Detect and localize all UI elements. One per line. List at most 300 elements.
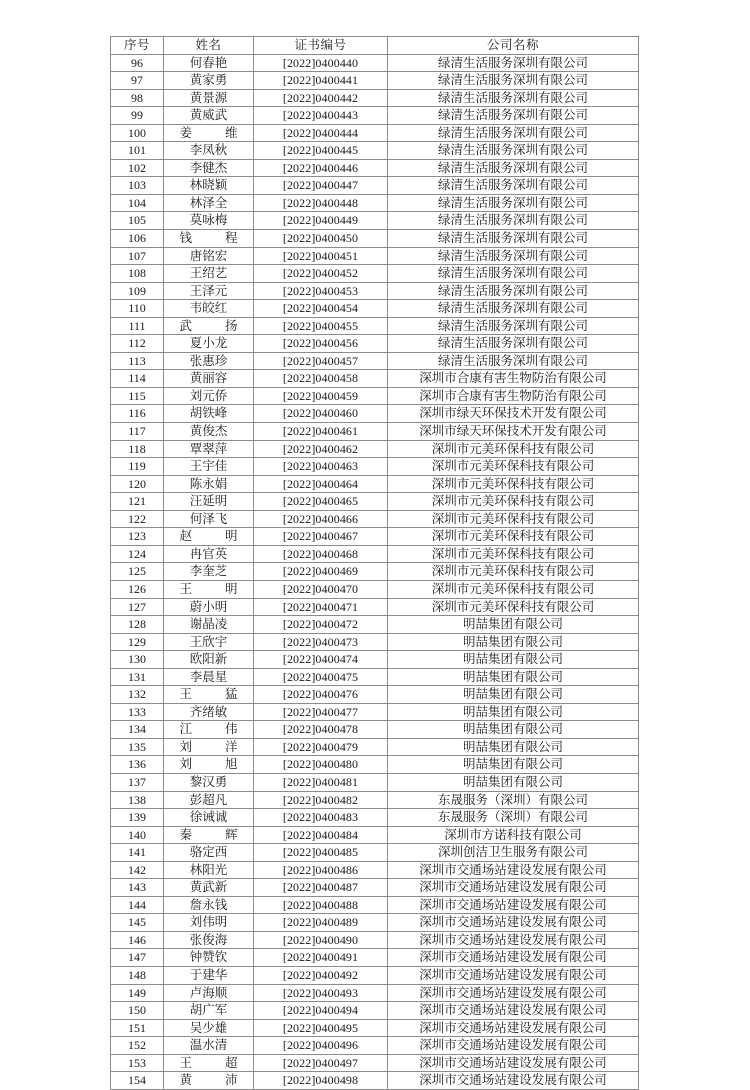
cell-company-name: 深圳市元美环保科技有限公司 xyxy=(388,563,639,581)
table-row xyxy=(111,247,639,265)
table-row xyxy=(111,949,639,967)
cell-name: 汪延明 xyxy=(164,493,254,511)
cell-name xyxy=(164,826,254,844)
cell-company-name: 深圳市元美环保科技有限公司 xyxy=(388,528,639,546)
cell-certificate-number: [2022]0400462 xyxy=(254,440,388,458)
table-row xyxy=(111,317,639,335)
cell-sequence: 123 xyxy=(111,528,164,546)
cell-name-text: 秦辉 xyxy=(179,827,238,842)
cell-name: 林泽全 xyxy=(164,194,254,212)
cell-certificate-number: [2022]0400479 xyxy=(254,738,388,756)
table-row xyxy=(111,370,639,388)
cell-sequence: 119 xyxy=(111,458,164,476)
cell-company-name: 深圳市元美环保科技有限公司 xyxy=(388,545,639,563)
cell-company-name: 绿清生活服务深圳有限公司 xyxy=(388,300,639,318)
cell-sequence: 152 xyxy=(111,1037,164,1055)
cell-certificate-number: [2022]0400460 xyxy=(254,405,388,423)
cell-sequence: 148 xyxy=(111,966,164,984)
cell-company-name: 绿清生活服务深圳有限公司 xyxy=(388,194,639,212)
table-header-row xyxy=(111,37,639,55)
cell-name: 李晨星 xyxy=(164,668,254,686)
cell-certificate-number: [2022]0400457 xyxy=(254,352,388,370)
table-row xyxy=(111,966,639,984)
cell-company-name: 绿清生活服务深圳有限公司 xyxy=(388,265,639,283)
cell-sequence: 127 xyxy=(111,598,164,616)
cell-certificate-number: [2022]0400465 xyxy=(254,493,388,511)
cell-sequence: 131 xyxy=(111,668,164,686)
cell-certificate-number: [2022]0400449 xyxy=(254,212,388,230)
cell-certificate-number: [2022]0400484 xyxy=(254,826,388,844)
table-row xyxy=(111,230,639,248)
cell-company-name: 深圳市交通场站建设发展有限公司 xyxy=(388,1037,639,1055)
cell-company-name: 深圳市元美环保科技有限公司 xyxy=(388,598,639,616)
cell-sequence: 133 xyxy=(111,703,164,721)
cell-company-name: 深圳市合康有害生物防治有限公司 xyxy=(388,370,639,388)
cell-company-name: 深圳市绿天环保技术开发有限公司 xyxy=(388,423,639,441)
cell-name: 王宇佳 xyxy=(164,458,254,476)
table-row xyxy=(111,89,639,107)
cell-name: 温水清 xyxy=(164,1037,254,1055)
cell-name-text: 王猛 xyxy=(179,687,238,702)
cell-name xyxy=(164,580,254,598)
table-row xyxy=(111,668,639,686)
cell-certificate-number: [2022]0400442 xyxy=(254,89,388,107)
cell-certificate-number: [2022]0400498 xyxy=(254,1072,388,1090)
cell-sequence: 143 xyxy=(111,879,164,897)
cell-company-name: 东晟服务（深圳）有限公司 xyxy=(388,791,639,809)
cell-name: 刘元侨 xyxy=(164,387,254,405)
table-row xyxy=(111,493,639,511)
cell-name: 李奎芝 xyxy=(164,563,254,581)
cell-company-name: 深圳市交通场站建设发展有限公司 xyxy=(388,1072,639,1090)
cell-sequence: 100 xyxy=(111,124,164,142)
cell-company-name: 绿清生活服务深圳有限公司 xyxy=(388,159,639,177)
cell-certificate-number: [2022]0400475 xyxy=(254,668,388,686)
table-row xyxy=(111,300,639,318)
cell-sequence: 112 xyxy=(111,335,164,353)
table-row xyxy=(111,756,639,774)
table-row xyxy=(111,194,639,212)
table-row xyxy=(111,212,639,230)
table-header xyxy=(111,37,639,55)
table-row xyxy=(111,458,639,476)
table-row xyxy=(111,1037,639,1055)
cell-certificate-number: [2022]0400467 xyxy=(254,528,388,546)
cell-sequence: 144 xyxy=(111,896,164,914)
cell-company-name: 深圳创洁卫生服务有限公司 xyxy=(388,844,639,862)
cell-certificate-number: [2022]0400464 xyxy=(254,475,388,493)
cell-name: 黄家勇 xyxy=(164,72,254,90)
cell-sequence: 99 xyxy=(111,107,164,125)
cell-name: 韦皎红 xyxy=(164,300,254,318)
cell-name: 于建华 xyxy=(164,966,254,984)
table-row xyxy=(111,984,639,1002)
table-row xyxy=(111,651,639,669)
cell-company-name: 深圳市交通场站建设发展有限公司 xyxy=(388,861,639,879)
cell-name: 李凤秋 xyxy=(164,142,254,160)
cell-certificate-number: [2022]0400447 xyxy=(254,177,388,195)
cell-name: 胡广军 xyxy=(164,1002,254,1020)
cell-sequence: 130 xyxy=(111,651,164,669)
cell-name: 彭超凡 xyxy=(164,791,254,809)
certificate-table xyxy=(110,36,639,1090)
cell-company-name: 绿清生活服务深圳有限公司 xyxy=(388,352,639,370)
cell-company-name: 深圳市交通场站建设发展有限公司 xyxy=(388,914,639,932)
column-header-name: 姓名 xyxy=(164,37,254,55)
cell-certificate-number: [2022]0400493 xyxy=(254,984,388,1002)
cell-company-name: 深圳市绿天环保技术开发有限公司 xyxy=(388,405,639,423)
cell-sequence: 106 xyxy=(111,230,164,248)
cell-certificate-number: [2022]0400456 xyxy=(254,335,388,353)
cell-name-text: 姜维 xyxy=(179,125,238,140)
cell-sequence: 134 xyxy=(111,721,164,739)
cell-certificate-number: [2022]0400487 xyxy=(254,879,388,897)
cell-sequence: 147 xyxy=(111,949,164,967)
table-row xyxy=(111,773,639,791)
cell-certificate-number: [2022]0400444 xyxy=(254,124,388,142)
cell-company-name: 深圳市元美环保科技有限公司 xyxy=(388,458,639,476)
table-row xyxy=(111,177,639,195)
table-row xyxy=(111,914,639,932)
cell-company-name: 深圳市元美环保科技有限公司 xyxy=(388,475,639,493)
cell-certificate-number: [2022]0400480 xyxy=(254,756,388,774)
cell-name: 徐诫诚 xyxy=(164,809,254,827)
cell-sequence: 149 xyxy=(111,984,164,1002)
cell-certificate-number: [2022]0400459 xyxy=(254,387,388,405)
cell-certificate-number: [2022]0400458 xyxy=(254,370,388,388)
table-row xyxy=(111,879,639,897)
cell-name xyxy=(164,317,254,335)
cell-company-name: 绿清生活服务深圳有限公司 xyxy=(388,107,639,125)
cell-sequence: 110 xyxy=(111,300,164,318)
table-row xyxy=(111,633,639,651)
cell-company-name: 明喆集团有限公司 xyxy=(388,756,639,774)
table-row xyxy=(111,423,639,441)
cell-name: 骆定西 xyxy=(164,844,254,862)
cell-company-name: 深圳市交通场站建设发展有限公司 xyxy=(388,984,639,1002)
cell-certificate-number: [2022]0400441 xyxy=(254,72,388,90)
cell-name xyxy=(164,686,254,704)
cell-company-name: 深圳市合康有害生物防治有限公司 xyxy=(388,387,639,405)
cell-company-name: 东晟服务（深圳）有限公司 xyxy=(388,809,639,827)
cell-certificate-number: [2022]0400450 xyxy=(254,230,388,248)
cell-company-name: 绿清生活服务深圳有限公司 xyxy=(388,124,639,142)
cell-company-name: 深圳市交通场站建设发展有限公司 xyxy=(388,1054,639,1072)
cell-certificate-number: [2022]0400471 xyxy=(254,598,388,616)
table-row xyxy=(111,107,639,125)
table-row xyxy=(111,335,639,353)
table-row xyxy=(111,405,639,423)
cell-name-text: 黄沛 xyxy=(179,1073,238,1088)
cell-sequence: 97 xyxy=(111,72,164,90)
cell-sequence: 117 xyxy=(111,423,164,441)
cell-company-name: 绿清生活服务深圳有限公司 xyxy=(388,282,639,300)
cell-certificate-number: [2022]0400485 xyxy=(254,844,388,862)
cell-sequence: 109 xyxy=(111,282,164,300)
cell-company-name: 明喆集团有限公司 xyxy=(388,686,639,704)
cell-certificate-number: [2022]0400452 xyxy=(254,265,388,283)
cell-company-name: 深圳市交通场站建设发展有限公司 xyxy=(388,879,639,897)
cell-company-name: 明喆集团有限公司 xyxy=(388,738,639,756)
table-row xyxy=(111,580,639,598)
cell-certificate-number: [2022]0400477 xyxy=(254,703,388,721)
cell-name: 李健杰 xyxy=(164,159,254,177)
cell-sequence: 115 xyxy=(111,387,164,405)
cell-name: 张惠珍 xyxy=(164,352,254,370)
cell-certificate-number: [2022]0400476 xyxy=(254,686,388,704)
table-row xyxy=(111,738,639,756)
cell-sequence: 122 xyxy=(111,510,164,528)
cell-sequence: 151 xyxy=(111,1019,164,1037)
cell-certificate-number: [2022]0400448 xyxy=(254,194,388,212)
cell-sequence: 104 xyxy=(111,194,164,212)
cell-name: 蔚小明 xyxy=(164,598,254,616)
cell-sequence: 107 xyxy=(111,247,164,265)
cell-certificate-number: [2022]0400453 xyxy=(254,282,388,300)
cell-name-text: 刘旭 xyxy=(179,757,238,772)
cell-name xyxy=(164,756,254,774)
table-row xyxy=(111,703,639,721)
cell-company-name: 深圳市元美环保科技有限公司 xyxy=(388,580,639,598)
table-row xyxy=(111,528,639,546)
cell-certificate-number: [2022]0400470 xyxy=(254,580,388,598)
table-row xyxy=(111,616,639,634)
cell-sequence: 108 xyxy=(111,265,164,283)
cell-certificate-number: [2022]0400488 xyxy=(254,896,388,914)
table-row xyxy=(111,826,639,844)
cell-certificate-number: [2022]0400445 xyxy=(254,142,388,160)
cell-name-text: 赵明 xyxy=(179,529,238,544)
cell-certificate-number: [2022]0400472 xyxy=(254,616,388,634)
cell-certificate-number: [2022]0400446 xyxy=(254,159,388,177)
cell-company-name: 深圳市方诺科技有限公司 xyxy=(388,826,639,844)
cell-company-name: 深圳市元美环保科技有限公司 xyxy=(388,440,639,458)
table-row xyxy=(111,931,639,949)
cell-name: 卢海顺 xyxy=(164,984,254,1002)
column-header-sequence: 序号 xyxy=(111,37,164,55)
table-row xyxy=(111,844,639,862)
cell-company-name: 绿清生活服务深圳有限公司 xyxy=(388,72,639,90)
cell-name: 黄丽容 xyxy=(164,370,254,388)
cell-sequence: 153 xyxy=(111,1054,164,1072)
cell-sequence: 150 xyxy=(111,1002,164,1020)
cell-certificate-number: [2022]0400454 xyxy=(254,300,388,318)
cell-certificate-number: [2022]0400469 xyxy=(254,563,388,581)
cell-name: 林晓颖 xyxy=(164,177,254,195)
table-row xyxy=(111,598,639,616)
cell-company-name: 明喆集团有限公司 xyxy=(388,703,639,721)
cell-name: 黄景源 xyxy=(164,89,254,107)
cell-certificate-number: [2022]0400466 xyxy=(254,510,388,528)
cell-name-text: 王超 xyxy=(179,1055,238,1070)
cell-sequence: 118 xyxy=(111,440,164,458)
column-header-company-name: 公司名称 xyxy=(388,37,639,55)
cell-company-name: 明喆集团有限公司 xyxy=(388,633,639,651)
cell-name: 何泽飞 xyxy=(164,510,254,528)
table-row xyxy=(111,142,639,160)
cell-name-text: 江伟 xyxy=(179,722,238,737)
cell-name: 谢晶凌 xyxy=(164,616,254,634)
cell-name: 何春艳 xyxy=(164,54,254,72)
cell-sequence: 120 xyxy=(111,475,164,493)
cell-certificate-number: [2022]0400478 xyxy=(254,721,388,739)
cell-company-name: 绿清生活服务深圳有限公司 xyxy=(388,335,639,353)
cell-company-name: 深圳市交通场站建设发展有限公司 xyxy=(388,1019,639,1037)
cell-sequence: 136 xyxy=(111,756,164,774)
cell-certificate-number: [2022]0400455 xyxy=(254,317,388,335)
cell-sequence: 141 xyxy=(111,844,164,862)
table-row xyxy=(111,387,639,405)
cell-company-name: 明喆集团有限公司 xyxy=(388,651,639,669)
cell-company-name: 绿清生活服务深圳有限公司 xyxy=(388,89,639,107)
cell-name xyxy=(164,738,254,756)
cell-name: 欧阳新 xyxy=(164,651,254,669)
cell-company-name: 深圳市交通场站建设发展有限公司 xyxy=(388,931,639,949)
cell-certificate-number: [2022]0400491 xyxy=(254,949,388,967)
table-row xyxy=(111,440,639,458)
cell-name: 唐铭宏 xyxy=(164,247,254,265)
cell-certificate-number: [2022]0400489 xyxy=(254,914,388,932)
cell-name: 张俊海 xyxy=(164,931,254,949)
cell-certificate-number: [2022]0400483 xyxy=(254,809,388,827)
cell-name: 覃翠萍 xyxy=(164,440,254,458)
cell-company-name: 绿清生活服务深圳有限公司 xyxy=(388,54,639,72)
table-row xyxy=(111,510,639,528)
cell-company-name: 深圳市交通场站建设发展有限公司 xyxy=(388,896,639,914)
cell-name: 齐绪敏 xyxy=(164,703,254,721)
cell-company-name: 深圳市交通场站建设发展有限公司 xyxy=(388,949,639,967)
cell-name: 黎汉勇 xyxy=(164,773,254,791)
cell-certificate-number: [2022]0400474 xyxy=(254,651,388,669)
cell-sequence: 96 xyxy=(111,54,164,72)
cell-name xyxy=(164,1072,254,1090)
cell-certificate-number: [2022]0400440 xyxy=(254,54,388,72)
table-row xyxy=(111,352,639,370)
column-header-certificate-number: 证书编号 xyxy=(254,37,388,55)
cell-name: 黄威武 xyxy=(164,107,254,125)
cell-sequence: 129 xyxy=(111,633,164,651)
cell-name: 王欣宇 xyxy=(164,633,254,651)
cell-sequence: 98 xyxy=(111,89,164,107)
cell-name: 詹永钱 xyxy=(164,896,254,914)
cell-company-name: 深圳市元美环保科技有限公司 xyxy=(388,510,639,528)
cell-company-name: 绿清生活服务深圳有限公司 xyxy=(388,230,639,248)
cell-sequence: 105 xyxy=(111,212,164,230)
cell-certificate-number: [2022]0400481 xyxy=(254,773,388,791)
table-row xyxy=(111,1019,639,1037)
table-body xyxy=(111,54,639,1089)
cell-certificate-number: [2022]0400486 xyxy=(254,861,388,879)
table-row xyxy=(111,809,639,827)
table-row xyxy=(111,896,639,914)
cell-sequence: 103 xyxy=(111,177,164,195)
table-row xyxy=(111,72,639,90)
table-row xyxy=(111,54,639,72)
cell-certificate-number: [2022]0400497 xyxy=(254,1054,388,1072)
cell-name xyxy=(164,1054,254,1072)
cell-sequence: 102 xyxy=(111,159,164,177)
cell-sequence: 116 xyxy=(111,405,164,423)
table-row xyxy=(111,159,639,177)
cell-certificate-number: [2022]0400490 xyxy=(254,931,388,949)
table-row xyxy=(111,791,639,809)
cell-certificate-number: [2022]0400495 xyxy=(254,1019,388,1037)
table-row xyxy=(111,124,639,142)
cell-company-name: 绿清生活服务深圳有限公司 xyxy=(388,142,639,160)
table-row xyxy=(111,563,639,581)
cell-company-name: 明喆集团有限公司 xyxy=(388,721,639,739)
cell-certificate-number: [2022]0400461 xyxy=(254,423,388,441)
cell-sequence: 138 xyxy=(111,791,164,809)
cell-name: 胡铁峰 xyxy=(164,405,254,423)
cell-certificate-number: [2022]0400492 xyxy=(254,966,388,984)
cell-certificate-number: [2022]0400443 xyxy=(254,107,388,125)
table-row xyxy=(111,686,639,704)
cell-name xyxy=(164,721,254,739)
cell-certificate-number: [2022]0400451 xyxy=(254,247,388,265)
cell-name: 王泽元 xyxy=(164,282,254,300)
cell-company-name: 绿清生活服务深圳有限公司 xyxy=(388,247,639,265)
cell-company-name: 绿清生活服务深圳有限公司 xyxy=(388,177,639,195)
table-row xyxy=(111,265,639,283)
cell-certificate-number: [2022]0400494 xyxy=(254,1002,388,1020)
cell-certificate-number: [2022]0400482 xyxy=(254,791,388,809)
table-row xyxy=(111,1072,639,1090)
cell-name-text: 武扬 xyxy=(179,318,238,333)
cell-certificate-number: [2022]0400473 xyxy=(254,633,388,651)
cell-sequence: 124 xyxy=(111,545,164,563)
cell-company-name: 明喆集团有限公司 xyxy=(388,668,639,686)
cell-sequence: 146 xyxy=(111,931,164,949)
cell-sequence: 154 xyxy=(111,1072,164,1090)
cell-sequence: 113 xyxy=(111,352,164,370)
cell-sequence: 128 xyxy=(111,616,164,634)
cell-sequence: 121 xyxy=(111,493,164,511)
certificate-table-container xyxy=(110,36,638,1090)
cell-sequence: 142 xyxy=(111,861,164,879)
table-row xyxy=(111,1054,639,1072)
cell-company-name: 明喆集团有限公司 xyxy=(388,773,639,791)
cell-name: 王绍艺 xyxy=(164,265,254,283)
cell-company-name: 深圳市交通场站建设发展有限公司 xyxy=(388,966,639,984)
cell-name: 夏小龙 xyxy=(164,335,254,353)
cell-name-text: 王明 xyxy=(179,581,238,596)
cell-sequence: 126 xyxy=(111,580,164,598)
cell-sequence: 135 xyxy=(111,738,164,756)
table-row xyxy=(111,721,639,739)
cell-certificate-number: [2022]0400496 xyxy=(254,1037,388,1055)
cell-name: 黄俊杰 xyxy=(164,423,254,441)
cell-name xyxy=(164,124,254,142)
cell-company-name: 深圳市元美环保科技有限公司 xyxy=(388,493,639,511)
table-row xyxy=(111,545,639,563)
cell-name: 陈永娟 xyxy=(164,475,254,493)
cell-sequence: 132 xyxy=(111,686,164,704)
cell-company-name: 绿清生活服务深圳有限公司 xyxy=(388,212,639,230)
table-row xyxy=(111,282,639,300)
cell-sequence: 137 xyxy=(111,773,164,791)
table-row xyxy=(111,861,639,879)
cell-company-name: 绿清生活服务深圳有限公司 xyxy=(388,317,639,335)
cell-name: 钟赞钦 xyxy=(164,949,254,967)
cell-certificate-number: [2022]0400463 xyxy=(254,458,388,476)
cell-sequence: 139 xyxy=(111,809,164,827)
cell-name: 林阳光 xyxy=(164,861,254,879)
cell-company-name: 明喆集团有限公司 xyxy=(388,616,639,634)
cell-name: 黄武新 xyxy=(164,879,254,897)
cell-sequence: 101 xyxy=(111,142,164,160)
cell-name xyxy=(164,528,254,546)
